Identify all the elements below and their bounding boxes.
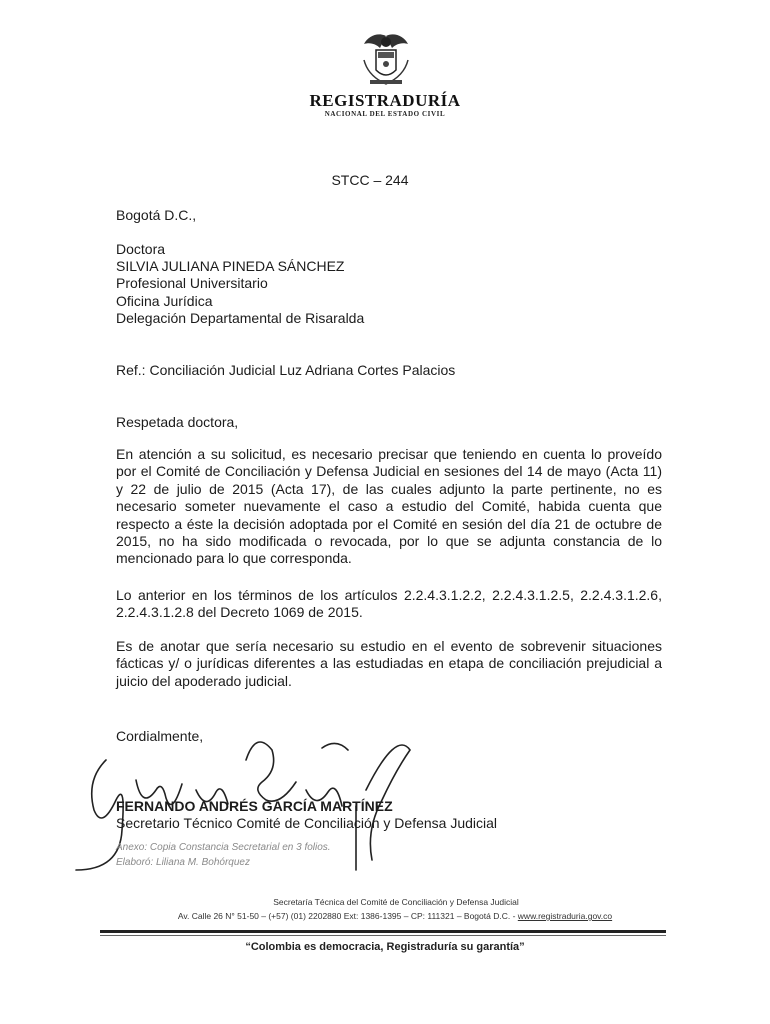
annex-note: Anexo: Copia Constancia Secretarial en 3 folios. — [116, 842, 331, 853]
body-paragraph: Es de anotar que sería necesario su estudio en el evento de sobrevenir situaciones fácticas y/ o jurídicas diferentes a las estudiadas en etapa de conciliación prejudicial a juicio del apoderado judicial. — [116, 638, 662, 689]
footer-website-link[interactable]: www.registraduria.gov.co — [517, 911, 613, 921]
footer-divider-thin — [100, 935, 666, 936]
registraduria-seal-icon — [358, 30, 414, 90]
footer-contact: Av. Calle 26 N° 51-50 – (+57) (01) 2202880 Ext: 1386-1395 – CP: 111321 – Bogotá D.C. - — [177, 911, 516, 921]
body-paragraph: Lo anterior en los términos de los artículos 2.2.4.3.1.2.2, 2.2.4.3.1.2.5, 2.2.4.3.1.2.6, 2.2.4.3.1.2.8 del Decreto 1069 de 2015. — [116, 587, 662, 621]
recipient-name: SILVIA JULIANA PINEDA SÁNCHEZ — [116, 258, 345, 274]
recipient-title: Doctora — [116, 241, 166, 257]
recipient-position: Profesional Universitario — [116, 275, 268, 291]
footer-motto: “Colombia es democracia, Registraduría su garantía” — [245, 941, 525, 953]
signer-title: Secretario Técnico Comité de Conciliación y Defensa Judicial — [116, 815, 498, 831]
salutation: Respetada doctora, — [116, 414, 239, 430]
footer-divider — [100, 930, 666, 933]
city-line: Bogotá D.C., — [116, 207, 197, 223]
body-paragraph: En atención a su solicitud, es necesario precisar que teniendo en cuenta lo proveído por el Comité de Conciliación y Defensa Judicial en sesiones del 14 de mayo (Acta 11) y 22 de julio de 2015 (Acta 17), de las cuales adjunto la parte pertinente, no es necesario someter nuevamente el caso a estudio del Comité, habida cuenta que respecto a éste la decisión adoptada por el Comité en sesión del día 21 de octubre de 2015, no ha sido modificada o revocada, por lo que se adjunta constancia de lo mencionado para lo que corresponda. — [116, 446, 662, 567]
signer-name: FERNANDO ANDRÉS GARCÍA MARTÍNEZ — [116, 798, 393, 814]
reference-line: Ref.: Conciliación Judicial Luz Adriana Cortes Palacios — [116, 362, 456, 378]
recipient-office: Oficina Jurídica — [116, 293, 213, 309]
footer-unit: Secretaría Técnica del Comité de Conciliación y Defensa Judicial — [273, 897, 519, 907]
recipient-delegation: Delegación Departamental de Risaralda — [116, 310, 365, 326]
org-subtitle: NACIONAL DEL ESTADO CIVIL — [324, 110, 446, 118]
org-name: REGISTRADURÍA — [309, 91, 461, 110]
closing: Cordialmente, — [116, 728, 204, 744]
footer-contact-line — [110, 911, 680, 921]
prepared-by-note: Elaboró: Liliana M. Bohórquez — [116, 857, 250, 868]
document-code: STCC – 244 — [331, 172, 409, 188]
